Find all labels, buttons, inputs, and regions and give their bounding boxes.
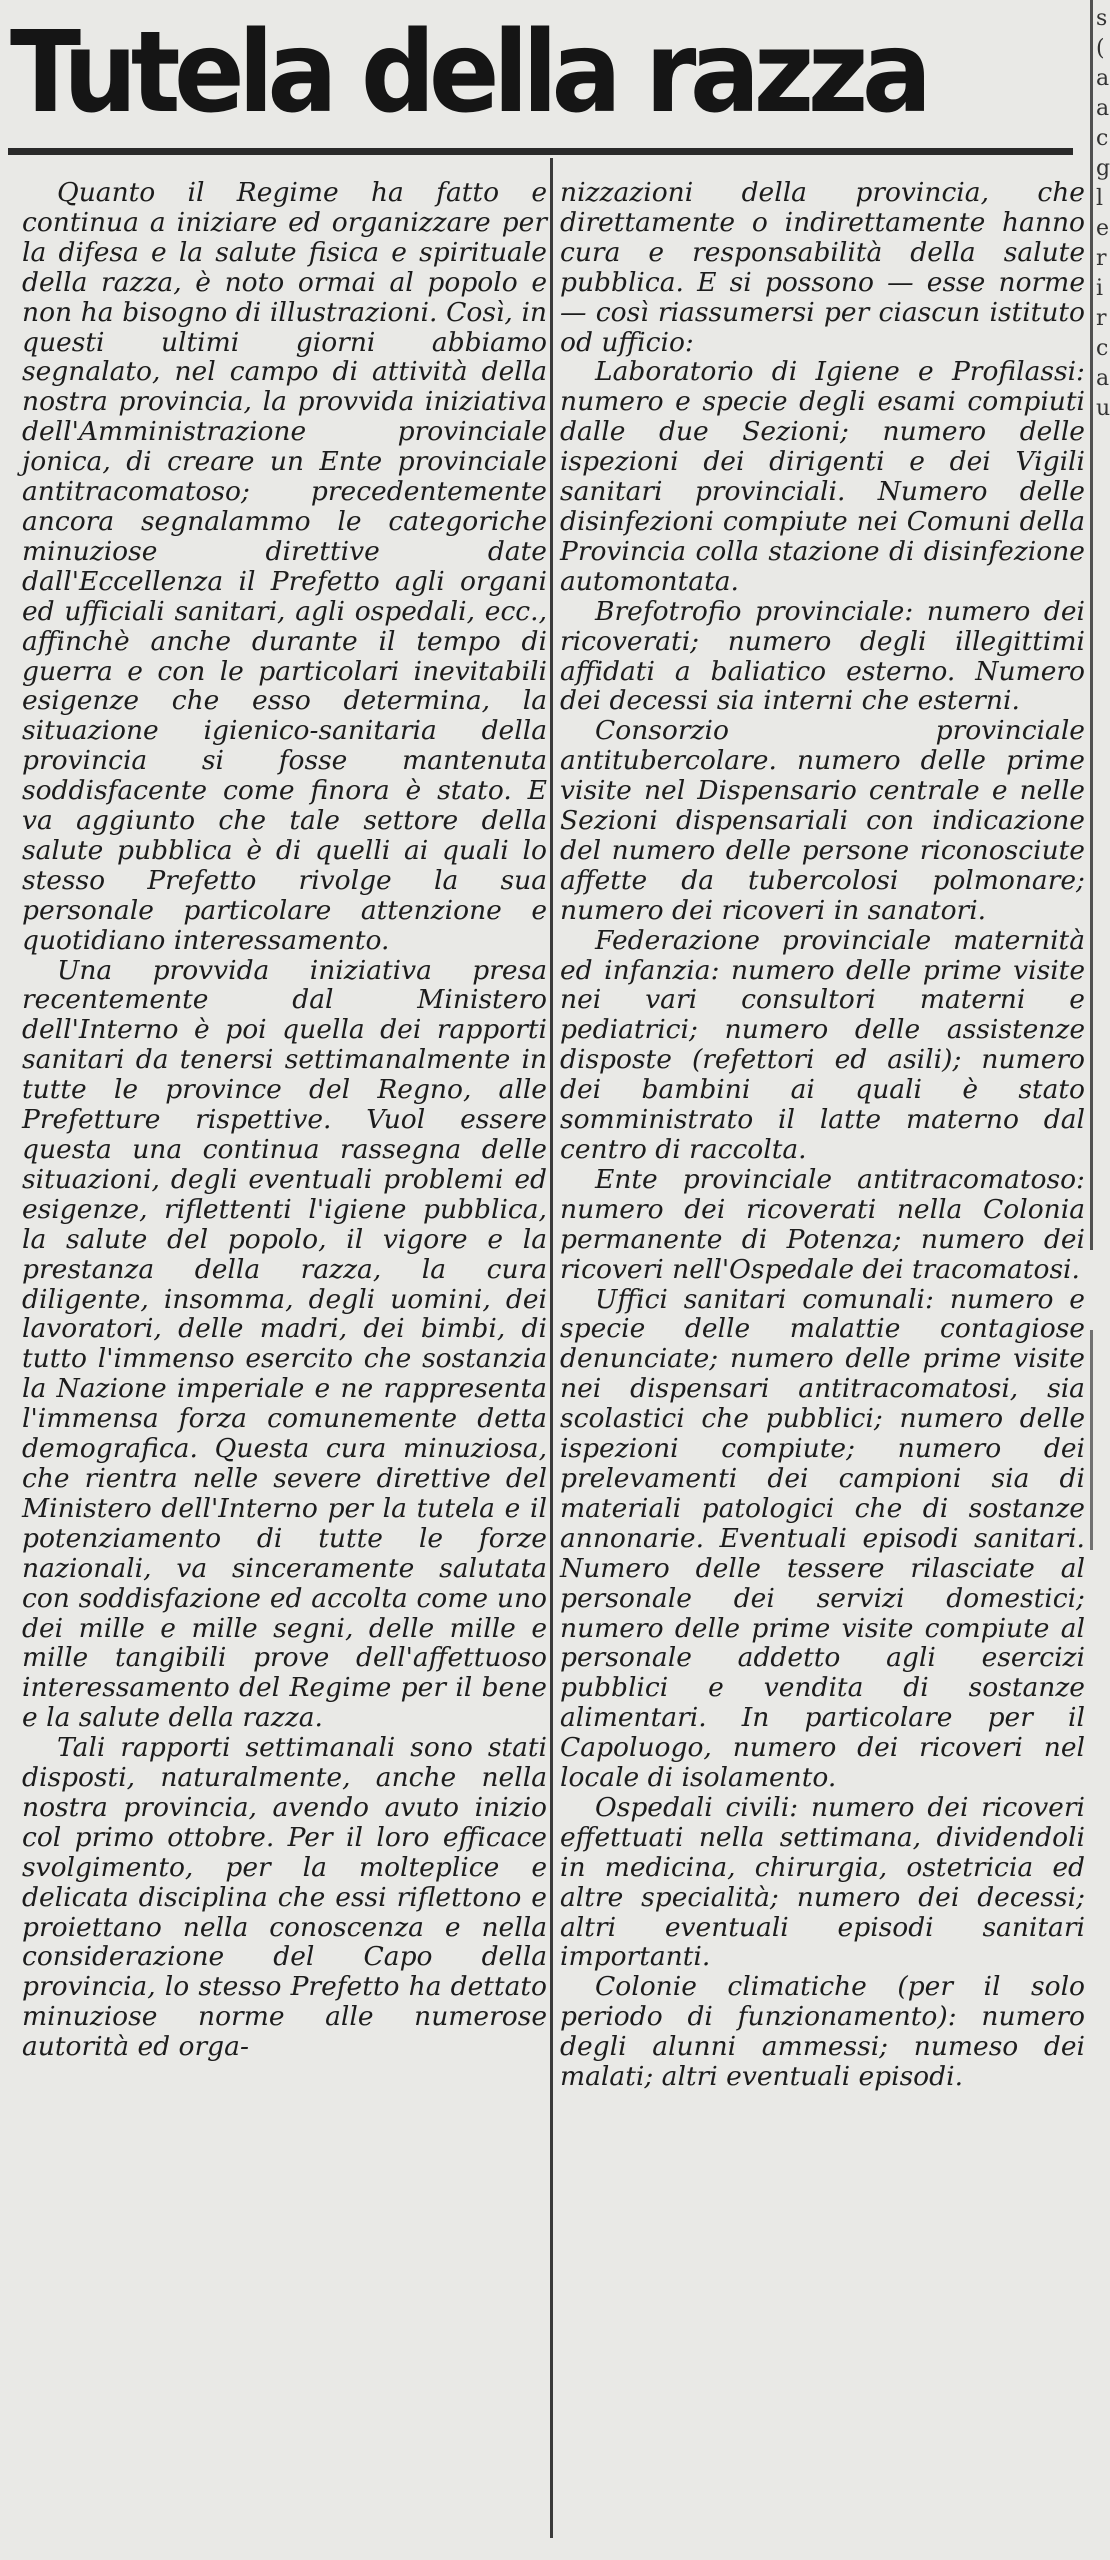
paragraph: Brefotrofio provinciale: numero dei ricoverati; numero degli illegittimi affidati a baliatico esterno. Numero dei decessi sia interni che esterni.: [560, 595, 1085, 717]
margin-letter: s: [1096, 6, 1108, 31]
right-column-rule-lower: [1090, 1330, 1093, 1550]
paragraph: Ente provinciale antitracomatoso: numero dei ricoverati nella Colonia permanente di Potenza; numero dei ricoveri nell'Ospedale dei tracomatosi.: [560, 1163, 1085, 1285]
margin-letter: l: [1096, 186, 1104, 211]
margin-letter: u: [1096, 396, 1110, 421]
margin-letter: i: [1096, 276, 1104, 301]
margin-letter: a: [1096, 96, 1110, 121]
paragraph: Quanto il Regime ha fatto e continua a iniziare ed organizzare per la difesa e la salute fisica e spirituale della razza, è noto ormai al popolo e non ha bisogno di illustrazioni. Così, in questi ultimi giorni abbiamo segnalato, nel campo di attività della nostra provincia, la provvida iniziativa dell'Amministrazione provinciale jonica, di creare un Ente provinciale antitracomatoso; precedentemente ancora segnalammo le categoriche minuziose direttive date dall'Eccellenza il Prefetto agli organi ed ufficiali sanitari, agli ospedali, ecc., affinchè anche durante il tempo di guerra e con le particolari inevitabili esigenze che esso determina, la situazione igienico-sanitaria della provincia si fosse mantenuta soddisfacente come finora è stato. E va aggiunto che tale settore della salute pubblica è di quelli ai quali lo stesso Prefetto rivolge la sua personale particolare attenzione e quotidiano interessamento.: [22, 177, 547, 956]
adjacent-column-fragment: [1096, 4, 1110, 424]
paragraph: Ospedali civili: numero dei ricoveri effettuati nella settimana, dividendoli in medicina, chirurgia, ostetricia ed altre specialità; numero dei decessi; altri eventuali episodi sanitari importanti.: [560, 1791, 1085, 1973]
paragraph: Una provvida iniziativa presa recentemente dal Ministero dell'Interno è poi quella dei rapporti sanitari da tenersi settimanalmente in tutte le province del Regno, alle Prefetture rispettive. Vuol essere questa una continua rassegna delle situazioni, degli eventuali problemi ed esigenze, riflettenti l'igiene pubblica, la salute del popolo, il vigore e la prestanza della razza, la cura diligente, insomma, degli uomini, dei lavoratori, delle madri, dei bimbi, di tutto l'immenso esercito che sostanzia la Nazione imperiale e ne rappresenta l'immensa forza comunemente detta demografica. Questa cura minuziosa, che rientra nelle severe direttive del Ministero dell'Interno per la tutela e il potenziamento di tutte le forze nazionali, va sinceramente salutata con soddisfazione ed accolta come uno dei mille e mille segni, delle mille e mille tangibili prove dell'affettuoso interessamento del Regime per il bene e la salute della razza.: [22, 954, 547, 1734]
headline: Tutela della razza: [10, 8, 926, 138]
article-column-right: [560, 178, 1085, 2092]
paragraph: Colonie climatiche (per il solo periodo di funzionamento): numero degli alunni ammessi; numeso dei malati; altri eventuali episodi.: [560, 1971, 1085, 2093]
margin-letter: c: [1096, 336, 1109, 361]
paragraph: Uffici sanitari comunali: numero e specie delle malattie contagiose denunciate; numero delle prime visite nei dispensari antitracomatosi, sia scolastici che pubblici; numero delle ispezioni compiute; numero dei prelevamenti dei campioni sia di materiali patologici che di sostanze annonarie. Eventuali episodi sanitari. Numero delle tessere rilasciate al personale dei servizi domestici; numero delle prime visite compiute al personale addetto agli esercizi pubblici e vendita di sostanze alimentari. In particolare per il Capoluogo, numero dei ricoveri nel locale di isolamento.: [560, 1283, 1085, 1794]
margin-letter: r: [1096, 246, 1107, 271]
paragraph: Consorzio provinciale antitubercolare. numero delle prime visite nel Dispensario centrale e nelle Sezioni dispensariali con indicazione del numero delle persone riconosciute affette da tubercolosi polmonare; numero dei ricoveri in sanatori.: [560, 715, 1085, 926]
paragraph: Tali rapporti settimanali sono stati disposti, naturalmente, anche nella nostra provincia, avendo avuto inizio col primo ottobre. Per il loro efficace svolgimento, per la molteplice e delicata disciplina che essi riflettono e proiettano nella conoscenza e nella considerazione del Capo della provincia, lo stesso Prefetto ha dettato minuziose norme alle numerose autorità ed orga-: [22, 1732, 547, 2063]
margin-letter: c: [1096, 126, 1109, 151]
headline-rule: [8, 148, 1073, 155]
paragraph: Federazione provinciale maternità ed infanzia: numero delle prime visite nei vari consultori materni e pediatrici; numero delle assistenze disposte (refettori ed asili); numero dei bambini ai quali è stato somministrato il latte materno dal centro di raccolta.: [560, 924, 1085, 1165]
margin-letter: (: [1096, 36, 1105, 61]
paragraph: Laboratorio di Igiene e Profilassi: numero e specie degli esami compiuti dalle due Sezioni; numero delle ispezioni dei dirigenti e dei Vigili sanitari provinciali. Numero delle disinfezioni compiute nei Comuni della Provincia colla stazione di disinfezione automontata.: [560, 356, 1085, 597]
right-column-rule: [1090, 0, 1093, 1250]
margin-letter: a: [1096, 66, 1110, 91]
margin-letter: g: [1096, 156, 1110, 181]
article-column-left: [22, 178, 547, 2062]
margin-letter: a: [1096, 366, 1110, 391]
margin-letter: r: [1096, 306, 1107, 331]
paragraph: nizzazioni della provincia, che direttamente o indirettamente hanno cura e responsabilità della salute pubblica. E si possono — esse norme — così riassumersi per ciascun istituto od ufficio:: [560, 177, 1085, 358]
column-divider: [550, 158, 553, 2538]
margin-letter: e: [1096, 216, 1110, 241]
